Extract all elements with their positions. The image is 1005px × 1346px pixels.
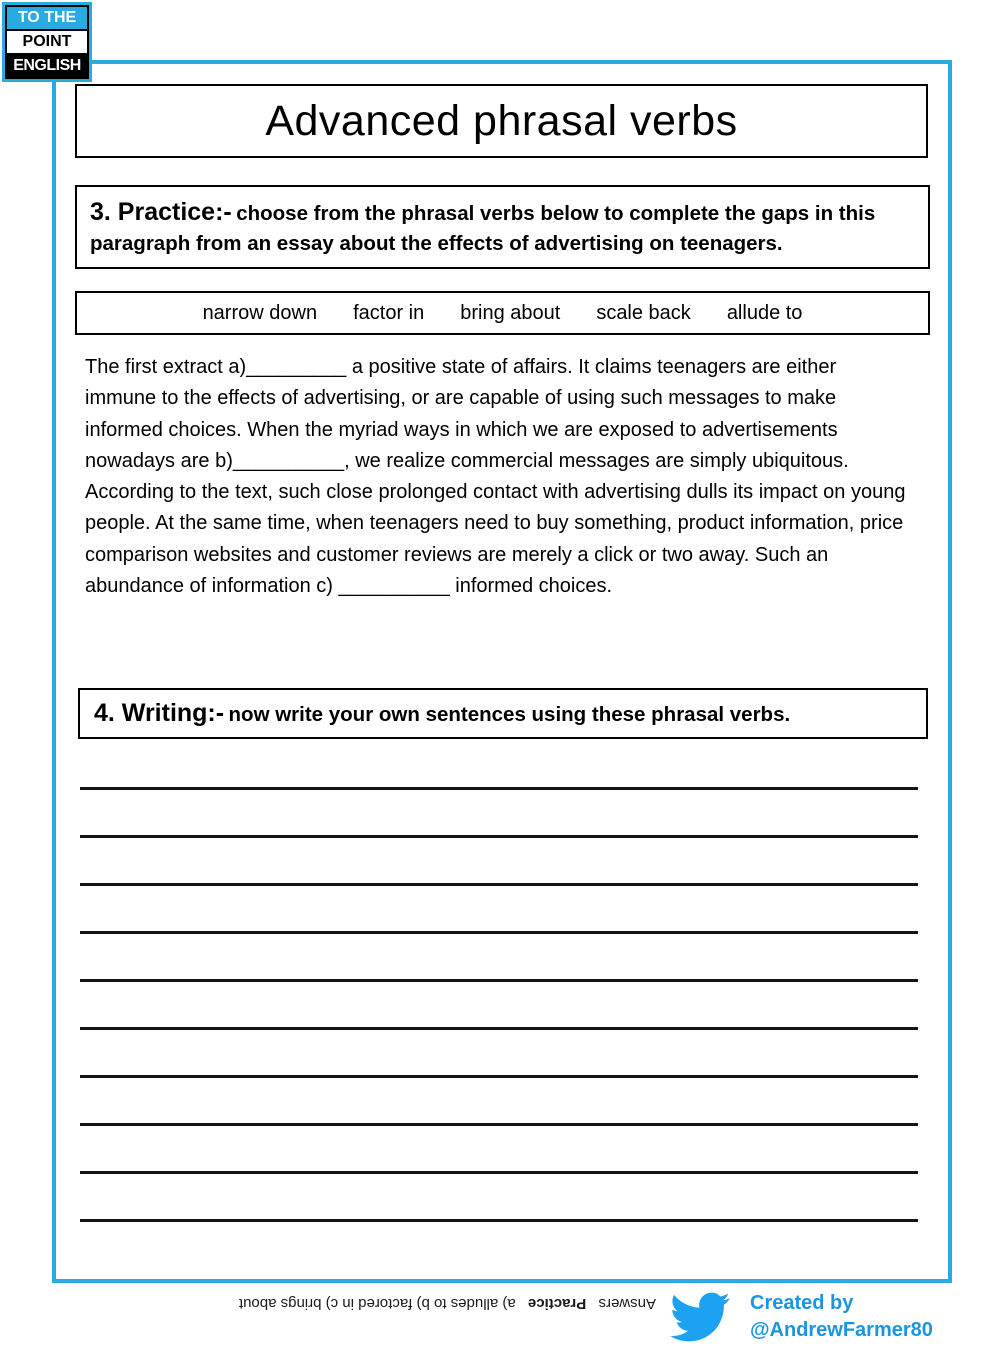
writing-instructions-box — [78, 688, 928, 739]
practice-instructions-box — [75, 185, 930, 269]
word-bank-item: scale back — [596, 301, 691, 324]
credit-handle: @AndrewFarmer80 — [750, 1319, 933, 1341]
logo-line-english: ENGLISH — [5, 55, 89, 79]
practice-section-heading: 3. Practice:- — [90, 198, 232, 226]
writing-line — [80, 1219, 918, 1222]
writing-line — [80, 1171, 918, 1174]
writing-line — [80, 883, 918, 886]
answers-text: a) alludes to b) factored in c) brings about — [238, 1295, 516, 1312]
writing-line — [80, 835, 918, 838]
logo-line-to-the: TO THE — [5, 5, 89, 31]
writing-line — [80, 1027, 918, 1030]
word-bank-item: bring about — [460, 301, 561, 324]
title-box — [75, 84, 928, 158]
writing-lines — [80, 787, 918, 1267]
word-bank-item: factor in — [353, 301, 425, 324]
writing-section-instructions: now write your own sentences using these phrasal verbs. — [228, 703, 791, 726]
writing-line — [80, 1075, 918, 1078]
brand-logo — [2, 2, 92, 82]
credit — [750, 1290, 933, 1344]
answers-upside-down — [238, 1295, 660, 1312]
writing-line — [80, 1123, 918, 1126]
word-bank-item: allude to — [726, 301, 803, 324]
answers-practice-label: Practice — [527, 1295, 587, 1312]
practice-paragraph: The first extract a)_________ a positive state of affairs. It claims teenagers are either immune to the effects of advertising, or are capable of using such messages to make informed choices. When the myriad ways in which we are exposed to advertisements nowadays are b)__________, we realize commercial messages are simply ubiquitous. According to the text, such close prolonged contact with advertising dulls its impact on young people. At the same time, when teenagers need to buy something, product information, price comparison websites and customer reviews are merely a click or two away. Such an abundance of information c) __________ informed choices. — [85, 356, 906, 598]
writing-line — [80, 979, 918, 982]
logo-line-point: POINT — [5, 31, 89, 55]
writing-line — [80, 931, 918, 934]
twitter-bird-icon — [660, 1287, 740, 1346]
credit-created-by: Created by — [750, 1292, 854, 1314]
footer — [0, 1283, 1005, 1346]
writing-section-heading: 4. Writing:- — [94, 699, 225, 727]
answers-label: Answers — [598, 1295, 656, 1312]
word-bank-item: narrow down — [202, 301, 318, 324]
writing-line — [80, 787, 918, 790]
page-title: Advanced phrasal verbs — [265, 96, 738, 145]
practice-section-instructions: choose from the phrasal verbs below to complete the gaps in this paragraph from an essay about the effects of advertising on teenagers. — [90, 202, 876, 255]
word-bank-box — [75, 291, 930, 335]
